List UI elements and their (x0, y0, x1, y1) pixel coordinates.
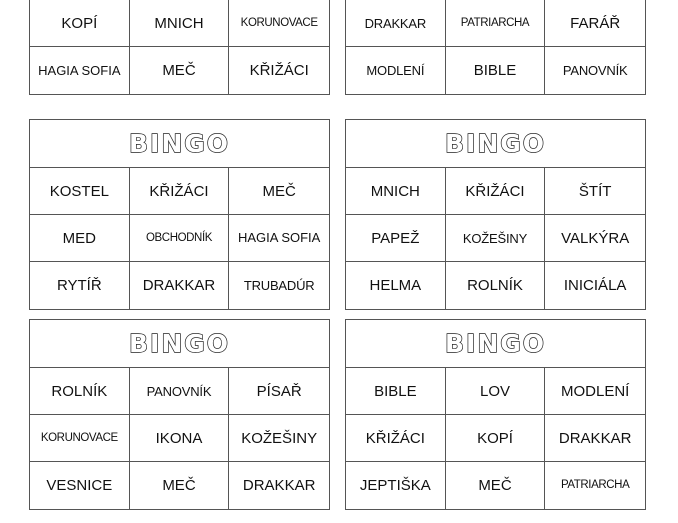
bingo-title: BINGO (128, 329, 231, 358)
bingo-cell: DRAKKAR (242, 477, 316, 494)
bingo-card (29, 319, 330, 510)
bingo-cell: LOV (446, 368, 546, 415)
bingo-cell: VESNICE (30, 462, 130, 509)
bingo-cell: PÍSAŘ (229, 368, 329, 415)
bingo-title: BINGO (128, 129, 231, 158)
bingo-grid (346, 0, 645, 94)
bingo-cell: VALKÝRA (545, 215, 645, 262)
bingo-grid (30, 368, 329, 509)
bingo-cell: KOŽEŠINY (229, 415, 329, 462)
bingo-cell: DRAKKAR (346, 0, 446, 47)
bingo-card-header (30, 320, 329, 368)
bingo-cell: HAGIA SOFIA (30, 47, 130, 94)
bingo-cell: MEČ (130, 462, 230, 509)
bingo-cell: HAGIA SOFIA (229, 215, 329, 262)
bingo-cell: KŘIŽÁCI (130, 168, 230, 215)
bingo-cell: PAPEŽ (346, 215, 446, 262)
bingo-title: BINGO (444, 129, 547, 158)
bingo-card-header (30, 120, 329, 168)
bingo-cell: KŘIŽÁCI (249, 62, 309, 79)
bingo-cell: KORUNOVACE (229, 0, 329, 47)
bingo-card-header (346, 320, 645, 368)
bingo-cell: PATRIARCHA (446, 0, 546, 47)
bingo-cell: JEPTIŠKA (346, 462, 446, 509)
bingo-grid (346, 368, 645, 509)
bingo-cell: MODLENÍ (346, 47, 446, 94)
bingo-cell: MNICH (346, 168, 446, 215)
bingo-cell: FARÁŘ (545, 0, 645, 47)
bingo-cell: INICIÁLA (563, 277, 627, 294)
bingo-grid (30, 168, 329, 309)
bingo-cell: KOPÍ (446, 415, 546, 462)
bingo-cell: TRUBADÚR (243, 278, 315, 293)
bingo-cell: MEČ (130, 47, 230, 94)
bingo-cell: BIBLE (446, 47, 546, 94)
bingo-card (345, 319, 646, 510)
bingo-cell: ROLNÍK (30, 368, 130, 415)
bingo-cell: HELMA (346, 262, 446, 309)
bingo-cell: MODLENÍ (545, 368, 645, 415)
bingo-grid (346, 168, 645, 309)
bingo-card (345, 0, 646, 95)
bingo-grid (30, 0, 329, 94)
bingo-cell: PANOVNÍK (130, 368, 230, 415)
bingo-cell: KŘIŽÁCI (346, 415, 446, 462)
bingo-cell: PANOVNÍK (562, 63, 628, 78)
bingo-cell: KOSTEL (30, 168, 130, 215)
bingo-cell: MED (30, 215, 130, 262)
bingo-cell: MEČ (229, 168, 329, 215)
bingo-cell: BIBLE (346, 368, 446, 415)
bingo-cell: ŠTÍT (545, 168, 645, 215)
bingo-cell: KOPÍ (30, 0, 130, 47)
bingo-card-header (346, 120, 645, 168)
bingo-cell: PATRIARCHA (560, 479, 630, 491)
bingo-cell: KŘIŽÁCI (446, 168, 546, 215)
bingo-cell: DRAKKAR (130, 262, 230, 309)
bingo-cell: MEČ (446, 462, 546, 509)
bingo-cell: KORUNOVACE (30, 415, 130, 462)
bingo-title: BINGO (444, 329, 547, 358)
bingo-cell: OBCHODNÍK (130, 215, 230, 262)
bingo-cell: DRAKKAR (545, 415, 645, 462)
bingo-card (29, 119, 330, 310)
bingo-cell: IKONA (130, 415, 230, 462)
bingo-card (29, 0, 330, 95)
bingo-card (345, 119, 646, 310)
bingo-cell: KOŽEŠINY (446, 215, 546, 262)
bingo-cell: RYTÍŘ (30, 262, 130, 309)
bingo-cell: MNICH (130, 0, 230, 47)
bingo-cell: ROLNÍK (446, 262, 546, 309)
